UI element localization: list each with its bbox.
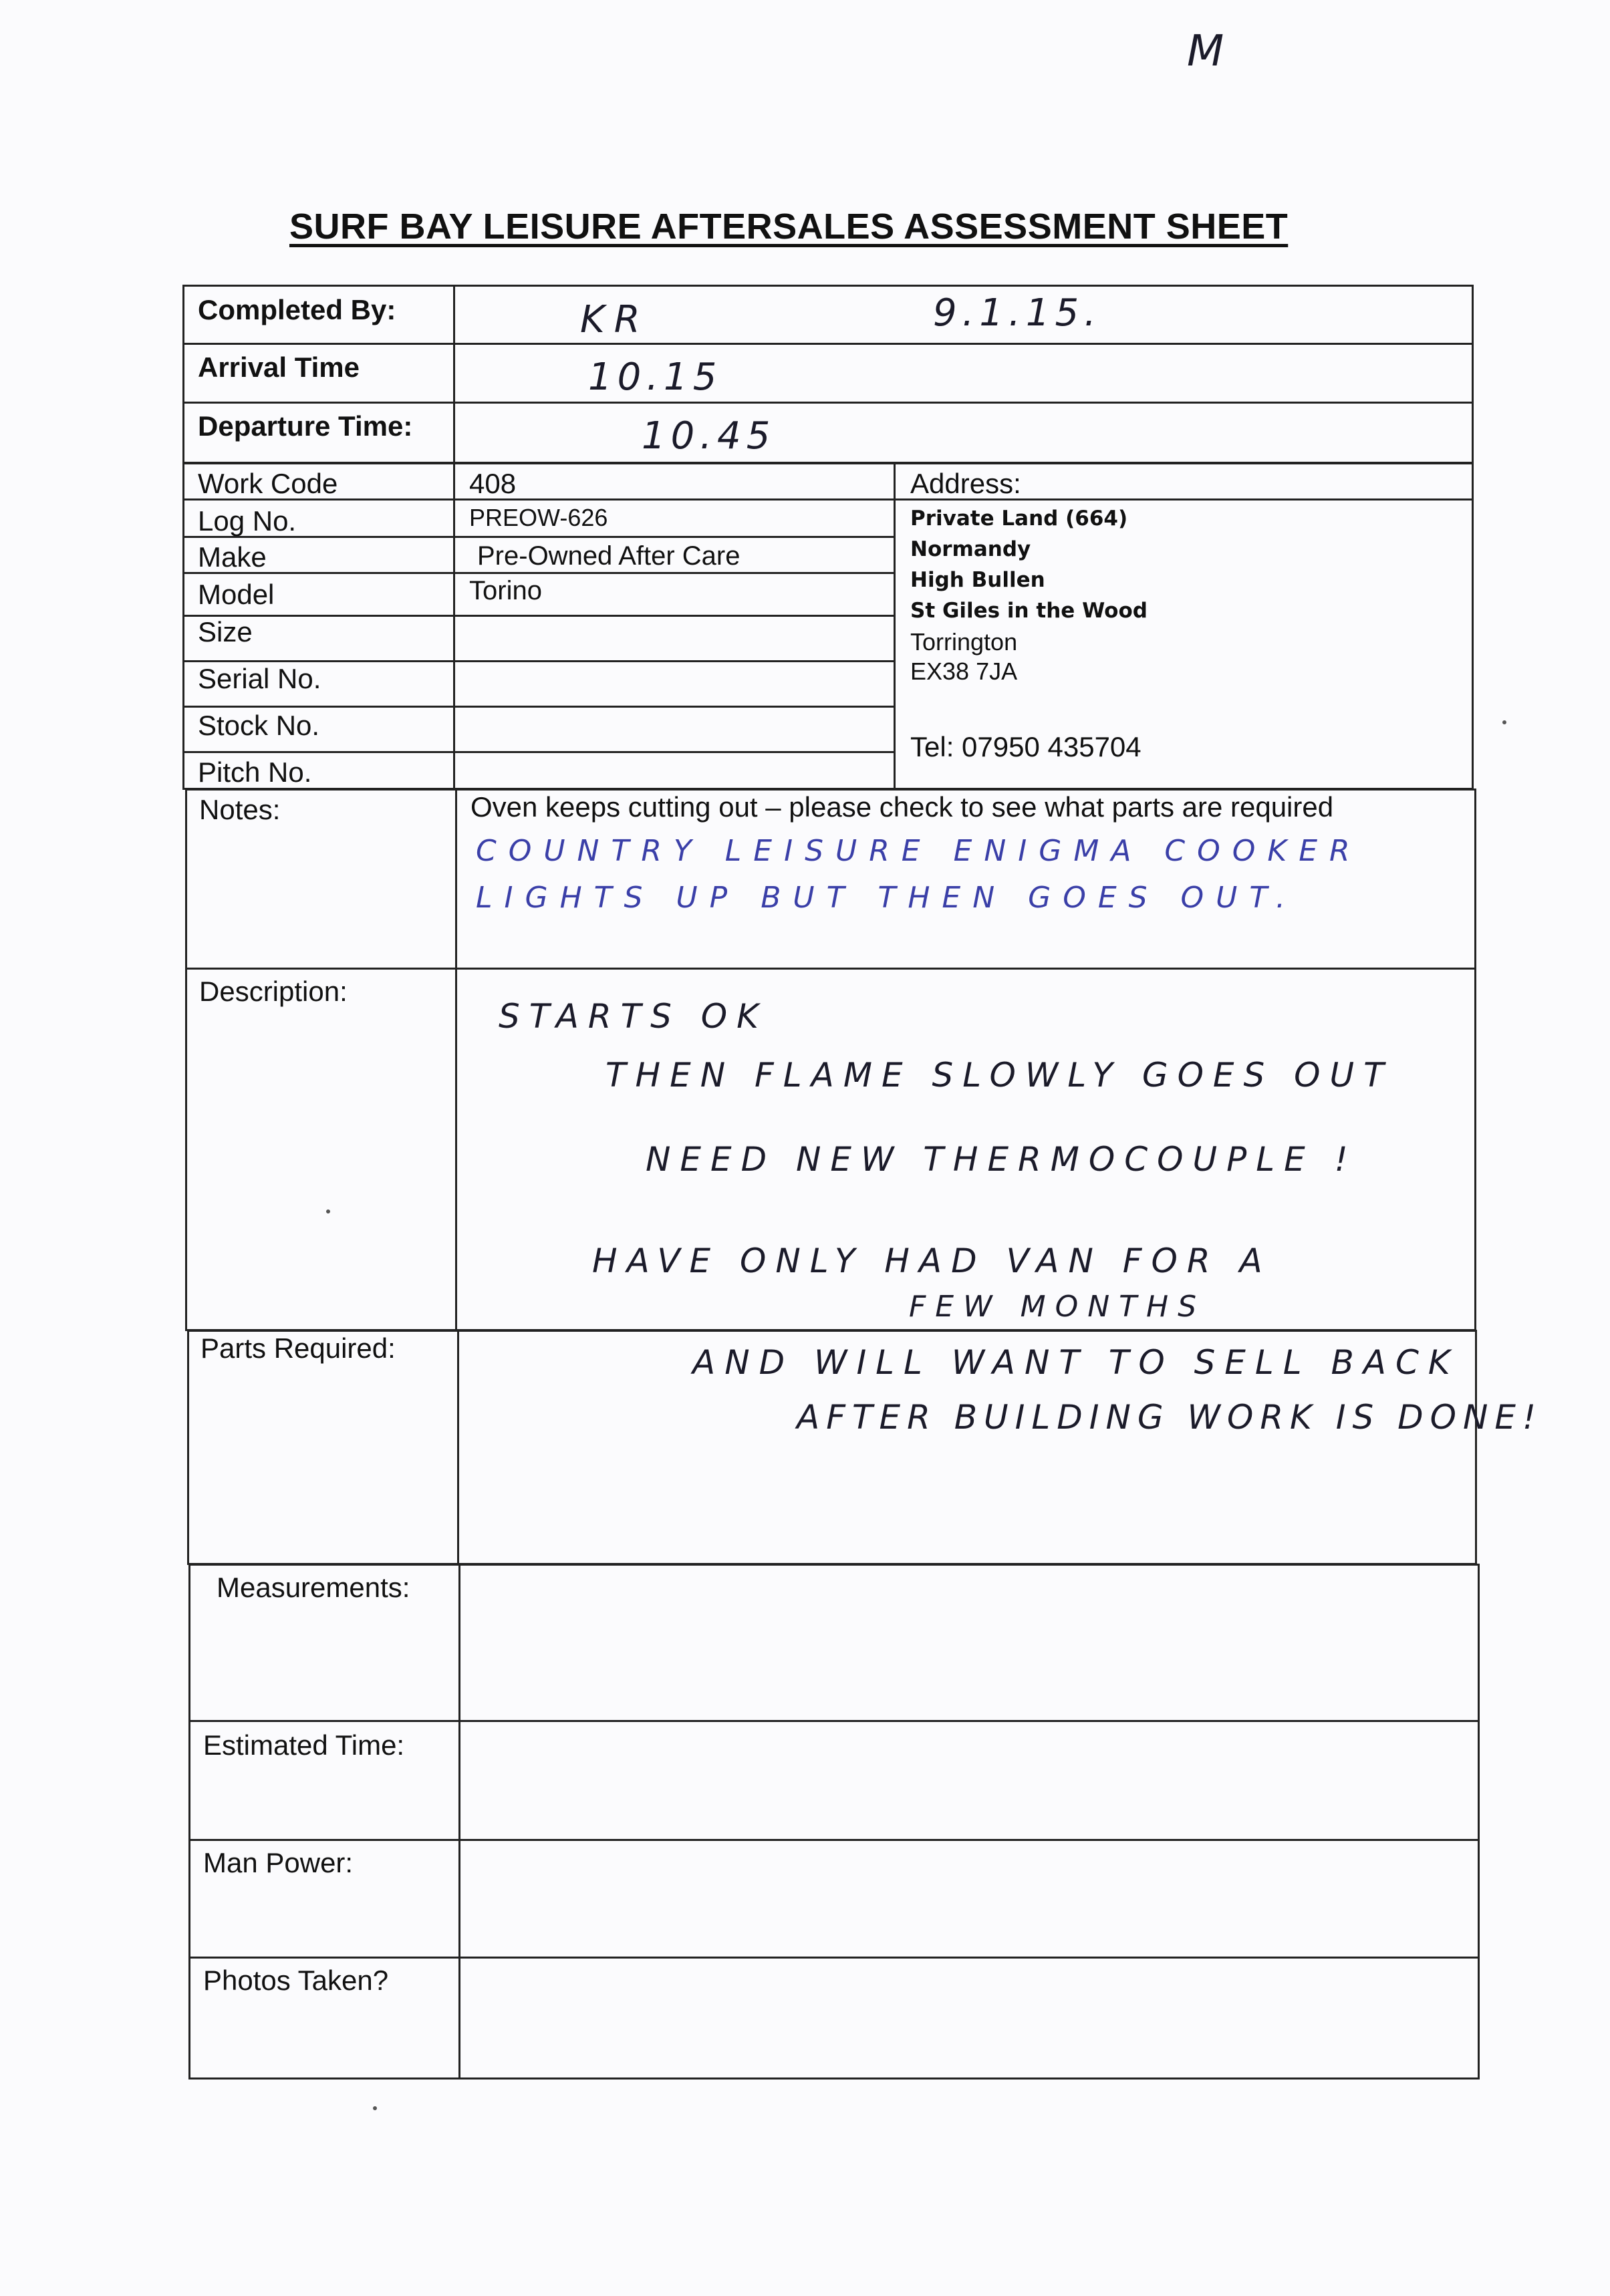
measurements-label: Measurements: <box>217 1572 410 1603</box>
row-line <box>188 1720 1480 1722</box>
telephone: Tel: 07950 435704 <box>910 731 1142 762</box>
notes-divider <box>455 788 457 1331</box>
lower-divider <box>458 1564 460 2079</box>
description-line: STARTS OK <box>499 997 768 1036</box>
parts-divider <box>457 1330 459 1565</box>
notes-handwritten-line: COUNTRY LEISURE ENIGMA COOKER <box>476 834 1362 868</box>
description-line: HAVE ONLY HAD VAN FOR A <box>592 1242 1272 1280</box>
departure-time-value: 10.45 <box>642 414 776 458</box>
description-line: NEED NEW THERMOCOUPLE ! <box>646 1140 1357 1179</box>
arrival-time-label: Arrival Time <box>198 351 360 383</box>
pitch-no-label: Pitch No. <box>198 756 312 788</box>
header-divider <box>453 285 455 464</box>
serial-no-label: Serial No. <box>198 663 321 694</box>
scan-speck <box>326 1209 330 1213</box>
estimated-time-label: Estimated Time: <box>203 1729 405 1761</box>
make-label: Make <box>198 541 267 573</box>
parts-required-label: Parts Required: <box>200 1332 396 1364</box>
description-line: THEN FLAME SLOWLY GOES OUT <box>606 1056 1393 1095</box>
row-line <box>188 1957 1480 1959</box>
address-line: EX38 7JA <box>910 658 1018 685</box>
details-divider-right <box>894 462 896 790</box>
log-no-label: Log No. <box>198 505 297 537</box>
row-line <box>182 615 895 617</box>
work-code-label: Work Code <box>198 468 338 499</box>
row-line <box>182 660 895 662</box>
scan-speck <box>373 2106 377 2110</box>
address-line: Private Land (664) <box>910 507 1128 531</box>
work-code-value: 408 <box>469 468 517 499</box>
log-no-value: PREOW-626 <box>469 504 608 531</box>
man-power-label: Man Power: <box>203 1847 354 1878</box>
lower-table <box>188 1564 1480 2079</box>
row-line <box>182 572 895 574</box>
description-line: AND WILL WANT TO SELL BACK <box>692 1343 1460 1382</box>
arrival-time-value: 10.15 <box>588 355 722 399</box>
page-title: SURF BAY LEISURE AFTERSALES ASSESSMENT SHEET <box>289 206 1289 247</box>
address-line: St Giles in the Wood <box>910 599 1148 623</box>
photos-taken-label: Photos Taken? <box>203 1965 389 1996</box>
header-row-line <box>182 402 1474 404</box>
notes-label: Notes: <box>199 794 281 825</box>
notes-handwritten-line: LIGHTS UP BUT THEN GOES OUT. <box>476 881 1298 915</box>
address-label: Address: <box>910 468 1021 499</box>
row-line <box>182 498 1474 500</box>
completed-by-value: KR <box>580 298 650 341</box>
size-label: Size <box>198 616 253 648</box>
header-row-line <box>182 343 1474 345</box>
description-line: AFTER BUILDING WORK IS DONE! <box>797 1398 1543 1437</box>
row-line <box>182 751 895 753</box>
row-line <box>188 1839 1480 1841</box>
details-table <box>182 462 1474 790</box>
row-line <box>185 968 1476 970</box>
description-line: FEW MONTHS <box>909 1290 1206 1324</box>
address-line: Normandy <box>910 537 1031 561</box>
make-value: Pre-Owned After Care <box>477 541 741 571</box>
row-line <box>182 706 895 708</box>
model-value: Torino <box>469 576 542 605</box>
notes-printed: Oven keeps cutting out – please check to see what parts are required <box>471 791 1334 823</box>
scan-speck <box>1502 720 1506 724</box>
description-label: Description: <box>199 976 348 1007</box>
details-divider-left <box>453 462 455 790</box>
model-label: Model <box>198 579 275 610</box>
departure-time-label: Departure Time: <box>198 410 413 442</box>
completed-by-label: Completed By: <box>198 294 396 325</box>
completed-date: 9.1.15. <box>933 291 1101 335</box>
corner-initial-mark: M <box>1187 27 1224 76</box>
address-line: Torrington <box>910 628 1018 656</box>
address-line: High Bullen <box>910 568 1045 592</box>
stock-no-label: Stock No. <box>198 710 320 741</box>
